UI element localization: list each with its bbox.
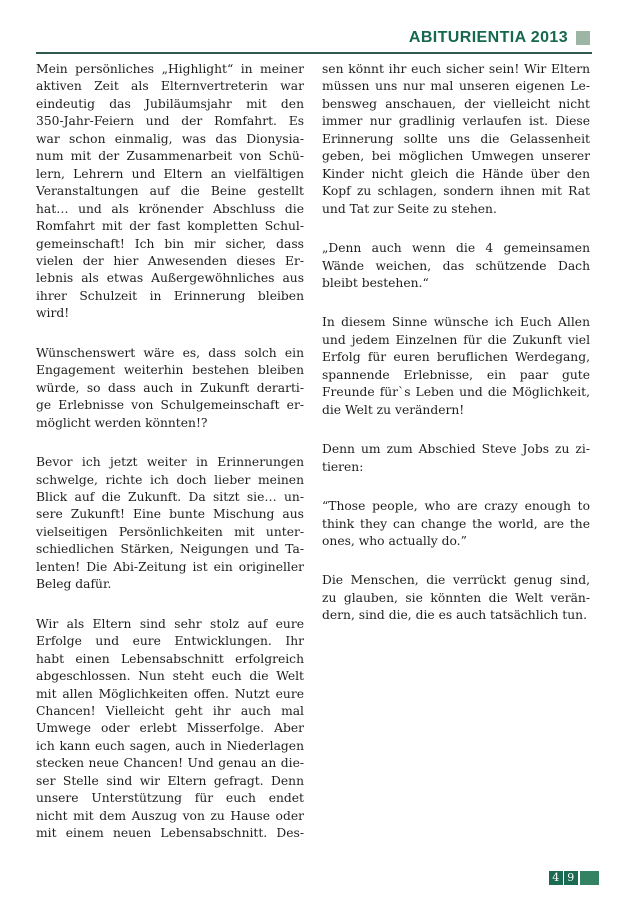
- text-line: zu glauben, sie könnten die Welt verän-: [322, 590, 590, 605]
- text-line: sere Zukunft! Eine bunte Mischung aus: [36, 507, 304, 522]
- text-line: schwelge, richte ich doch lieber meinen: [36, 472, 304, 487]
- text-line: Chancen! Vielleicht geht ihr auch mal: [36, 703, 304, 718]
- text-line: dern, sind die, die es auch tatsächlich tun.: [322, 608, 587, 623]
- text-line: müssen uns nur mal unseren eigenen Le-: [322, 79, 590, 94]
- text-line: vielen der hier Anwesenden dieses Er-: [36, 253, 304, 268]
- text-line: war schon einmalig, was das Dionysia-: [36, 131, 304, 146]
- page-footer: [549, 871, 599, 885]
- text-line: „Denn auch wenn die 4 gemeinsamen: [322, 241, 590, 256]
- text-line: mit einem neuen Lebensabschnitt. Des-: [36, 826, 304, 841]
- paragraph: [36, 345, 304, 432]
- page-number-box: 9: [564, 871, 578, 885]
- text-line: Erfolge und eure Entwicklungen. Ihr: [36, 634, 304, 649]
- text-line: ge Erlebnisse von Schulgemeinschaft er-: [36, 398, 304, 413]
- paragraph: [36, 454, 304, 594]
- page-header: [36, 29, 590, 46]
- text-line: Denn um zum Abschied Steve Jobs zu zi-: [322, 442, 590, 457]
- text-line: hat… und als krönender Abschluss die: [36, 201, 304, 216]
- footer-accent-square-icon: [580, 871, 599, 885]
- text-line: stecken neue Chancen! Und genau an die-: [36, 756, 304, 771]
- paragraph: [322, 314, 590, 419]
- text-line: ich kann euch sagen, auch in Niederlagen: [36, 738, 304, 753]
- text-line: immer nur gradlinig verlaufen ist. Diese: [322, 114, 590, 129]
- two-column-text: [36, 61, 590, 865]
- text-line: möglicht werden könnten!?: [36, 415, 208, 430]
- text-line: Wünschenswert wäre es, dass solch ein: [36, 345, 304, 360]
- paragraph: [322, 240, 590, 292]
- text-line: ihrer Schulzeit in Erinnerung bleiben: [36, 288, 304, 303]
- text-line: bensweg anschauen, der vielleicht nicht: [322, 96, 590, 111]
- text-line: lern, Lehrern und Eltern an vielfältigen: [36, 166, 304, 181]
- text-line: Kinder nicht gleich die Hände über den: [322, 166, 590, 181]
- paragraph: [36, 61, 304, 323]
- text-line: Romfahrt mit der fast kompletten Schul-: [36, 219, 304, 234]
- text-line: die Welt zu verändern!: [322, 402, 465, 417]
- text-line: und Tat zur Seite zu stehen.: [322, 201, 497, 216]
- text-line: ones, who actually do.”: [322, 533, 467, 548]
- text-line: habt einen Lebensabschnitt erfolgreich: [36, 651, 304, 666]
- text-line: gemeinschaft! Ich bin mir sicher, dass: [36, 236, 304, 251]
- text-line: unsere Unterstützung für euch endet: [36, 791, 304, 806]
- text-line: sen könnt ihr euch sicher sein! Wir Eltern: [322, 62, 590, 76]
- text-line: Veranstaltungen auf die Beine gestellt: [36, 184, 304, 199]
- page-number-box: 4: [549, 871, 563, 885]
- paragraph: [322, 441, 590, 476]
- text-line: Umwege oder erlebt Misserfolge. Aber: [36, 721, 304, 736]
- text-line: spannende Erlebnisse, ein paar gute: [322, 367, 590, 382]
- text-line: eindeutig das Jubiläumsjahr mit den: [36, 96, 304, 111]
- text-line: Mein persönliches „Highlight“ in meiner: [36, 62, 304, 76]
- paragraph: [322, 572, 590, 624]
- text-line: schiedlichen Stärken, Neigungen und Ta-: [36, 542, 304, 557]
- text-line: würde, so dass auch in Zukunft derarti-: [36, 380, 304, 395]
- text-line: vielseitigen Persönlichkeiten mit unter-: [36, 524, 304, 539]
- text-line: geben, bei möglichen Umwegen unserer: [322, 149, 590, 164]
- text-line: In diesem Sinne wünsche ich Euch Allen: [322, 315, 590, 330]
- text-line: abgeschlossen. Nun steht euch die Welt: [36, 669, 304, 684]
- text-column-right: [322, 61, 590, 865]
- paragraph: [36, 616, 304, 843]
- text-line: Engagement weiterhin bestehen bleiben: [36, 363, 304, 378]
- text-line: und jedem Einzelnen für die Zukunft viel: [322, 332, 590, 347]
- text-line: Erinnerung sollte uns die Gelassenheit: [322, 131, 590, 146]
- text-line: mit allen Möglichkeiten offen. Nutzt eure: [36, 686, 304, 701]
- header-title: ABITURIENTIA 2013: [408, 28, 568, 46]
- text-line: Die Menschen, die verrückt genug sind,: [322, 573, 590, 588]
- text-column-left: [36, 61, 304, 865]
- text-line: Freunde für`s Leben und die Möglichkeit,: [322, 385, 590, 400]
- text-line: Erfolg für euren beruflichen Werdegang,: [322, 350, 590, 365]
- text-line: aktiven Zeit als Elternvertreterin war: [36, 79, 304, 94]
- header-accent-square-icon: [576, 31, 590, 45]
- text-line: wird!: [36, 306, 70, 321]
- header-rule: [36, 52, 592, 54]
- paragraph: [322, 498, 590, 550]
- text-line: lebnis als etwas Außergewöhnliches aus: [36, 271, 304, 286]
- text-line: “Those people, who are crazy enough to: [322, 499, 590, 514]
- text-line: nicht mit dem Auszug von zu Hause oder: [36, 808, 304, 823]
- text-line: tieren:: [322, 459, 364, 474]
- text-line: Kopf zu schlagen, sondern ihnen mit Rat: [322, 184, 590, 199]
- text-line: num mit der Zusammenarbeit von Schü-: [36, 149, 304, 164]
- text-line: Bevor ich jetzt weiter in Erinnerungen: [36, 455, 304, 470]
- paragraph: [322, 61, 590, 218]
- text-line: Wände weichen, das schützende Dach: [322, 258, 590, 273]
- text-line: ser Stelle sind wir Eltern gefragt. Denn: [36, 773, 304, 788]
- text-line: Wir als Eltern sind sehr stolz auf eure: [36, 616, 304, 631]
- text-line: bleibt bestehen.“: [322, 275, 429, 290]
- text-line: think they can change the world, are the: [322, 516, 590, 531]
- text-line: Beleg dafür.: [36, 577, 112, 592]
- text-line: lenten! Die Abi-Zeitung ist ein origineller: [36, 559, 304, 574]
- text-line: Blick auf die Zukunft. Da sitzt sie… un-: [36, 489, 304, 504]
- text-line: 350-Jahr-Feiern und der Romfahrt. Es: [36, 114, 304, 129]
